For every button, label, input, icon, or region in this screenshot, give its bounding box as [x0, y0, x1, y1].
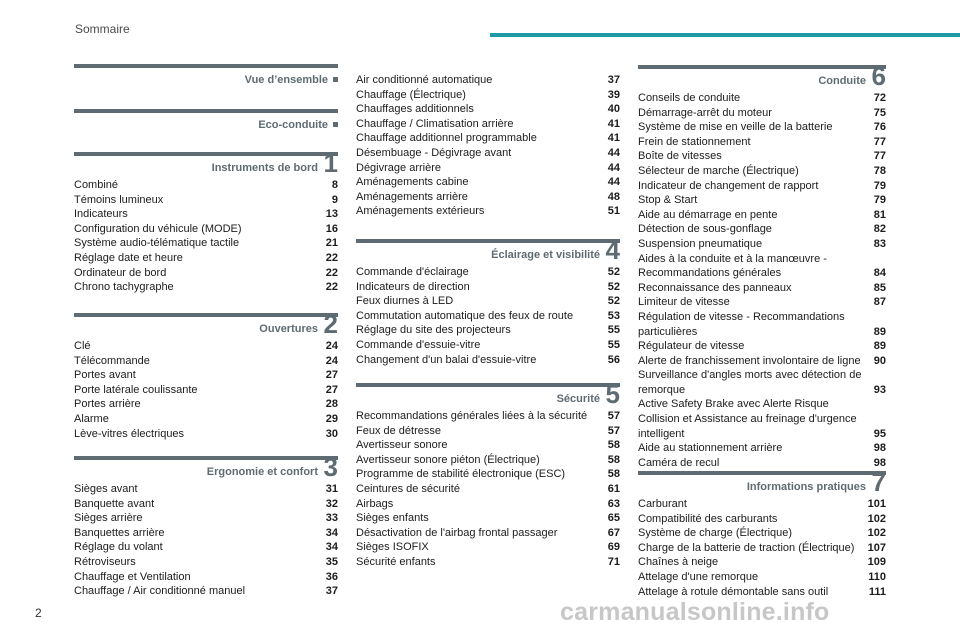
- toc-entry-page: 13: [325, 208, 338, 221]
- toc-entry-label: Banquettes arrière: [74, 526, 165, 539]
- toc-entry-page: 22: [325, 266, 338, 279]
- section-ergonomie-continued: [356, 73, 620, 219]
- toc-entry-page: 52: [607, 266, 620, 278]
- toc-entry-page: 102: [867, 512, 886, 525]
- toc-entry[interactable]: [356, 73, 620, 88]
- toc-entry[interactable]: [74, 251, 338, 266]
- toc-entry-label: Régulation de vitesse - Recommandations particulières: [638, 310, 845, 338]
- section-title: Sécurité: [556, 393, 600, 405]
- toc-entry[interactable]: [638, 208, 886, 223]
- toc-entry[interactable]: [356, 294, 620, 309]
- toc-entry[interactable]: [356, 453, 620, 468]
- toc-entry[interactable]: [74, 584, 338, 599]
- page-header-title: Sommaire: [75, 22, 130, 36]
- toc-entry[interactable]: [74, 354, 338, 369]
- toc-entry-label: Carburant: [638, 498, 687, 510]
- toc-entry-label: Sélecteur de marche (Électrique): [638, 164, 799, 177]
- toc-entry-page: 44: [607, 176, 620, 189]
- toc-entry[interactable]: [356, 555, 620, 570]
- toc-entry-label: Détection de sous-gonflage: [638, 223, 772, 236]
- toc-entry-page: 58: [607, 439, 620, 452]
- section-securite: [356, 379, 620, 570]
- toc-entry-page: 98: [873, 442, 886, 455]
- toc-entry-label: Changement d'un balai d'essuie-vitre: [356, 353, 537, 366]
- toc-entry-label: Sièges arrière: [74, 512, 143, 525]
- toc-entry-page: 72: [873, 92, 886, 104]
- toc-entry-page: 83: [873, 237, 886, 250]
- section-title: Eco-conduite: [258, 119, 328, 131]
- toc-entry-label: Commande d'éclairage: [356, 266, 469, 278]
- toc-entry[interactable]: [638, 120, 886, 135]
- toc-entry[interactable]: [74, 207, 338, 222]
- toc-entry-label: Rétroviseurs: [74, 555, 136, 568]
- toc-entry[interactable]: [74, 511, 338, 526]
- toc-entry-page: 90: [873, 354, 886, 367]
- toc-entry[interactable]: [356, 88, 620, 103]
- toc-entry[interactable]: [74, 526, 338, 541]
- toc-entry[interactable]: [638, 441, 886, 456]
- section-title: Ergonomie et confort: [206, 466, 318, 478]
- toc-entry-page: 57: [607, 424, 620, 437]
- toc-entry-label: Programme de stabilité électronique (ESC): [356, 468, 566, 481]
- toc-entry[interactable]: [638, 310, 886, 339]
- section-instruments-de-bord: [74, 148, 338, 295]
- section-eclairage-visibilite: [356, 235, 620, 367]
- toc-entry[interactable]: [74, 412, 338, 427]
- toc-entry-page: 89: [873, 325, 886, 338]
- toc-entry-label: Porte latérale coulissante: [74, 383, 198, 396]
- toc-entry-page: 40: [607, 103, 620, 116]
- toc-entry-label: Commande d'essuie-vitre: [356, 338, 481, 351]
- toc-entry-page: 37: [607, 74, 620, 86]
- toc-entry[interactable]: [356, 265, 620, 280]
- toc-entry[interactable]: [356, 204, 620, 219]
- toc-entry[interactable]: [356, 280, 620, 295]
- toc-entry[interactable]: [74, 570, 338, 585]
- toc-entry-page: 22: [325, 251, 338, 264]
- toc-entry-page: 109: [867, 556, 886, 569]
- toc-entry-label: Sièges enfants: [356, 512, 429, 525]
- section-number: 3: [323, 452, 338, 482]
- toc-entry-page: 93: [873, 383, 886, 396]
- toc-entry-label: Témoins lumineux: [74, 193, 164, 206]
- toc-entry-page: 24: [325, 340, 338, 352]
- toc-entry[interactable]: [356, 424, 620, 439]
- toc-entry-label: Ordinateur de bord: [74, 266, 167, 279]
- toc-entry[interactable]: [74, 427, 338, 442]
- toc-entry[interactable]: [356, 540, 620, 555]
- toc-entry-label: Indicateurs: [74, 208, 128, 221]
- toc-entry-page: 41: [607, 117, 620, 130]
- toc-entry-page: 21: [325, 237, 338, 250]
- toc-entry[interactable]: [356, 175, 620, 190]
- toc-entry-label: Attelage à rotule démontable sans outil: [638, 585, 829, 598]
- toc-entry[interactable]: [74, 397, 338, 412]
- toc-entry[interactable]: [74, 193, 338, 208]
- toc-entry[interactable]: [638, 585, 886, 600]
- toc-entry-label: Système de charge (Électrique): [638, 527, 793, 540]
- toc-entry-label: Système de mise en veille de la batterie: [638, 121, 833, 134]
- toc-entry[interactable]: [74, 540, 338, 555]
- toc-entry[interactable]: [638, 164, 886, 179]
- toc-entry-label: Active Safety Brake avec Alerte Risque Collision et Assistance au freinage d'urgence intelligent: [638, 398, 857, 440]
- toc-entry[interactable]: [638, 295, 886, 310]
- section-number: 6: [871, 61, 886, 91]
- toc-entry-label: Feux de détresse: [356, 424, 441, 437]
- toc-entry-label: Feux diurnes à LED: [356, 295, 454, 308]
- toc-entry[interactable]: [356, 511, 620, 526]
- toc-entry-page: 31: [325, 483, 338, 495]
- toc-entry-page: 81: [873, 208, 886, 221]
- toc-entry-label: Ceintures de sécurité: [356, 482, 460, 495]
- toc-entry-page: 9: [331, 193, 338, 206]
- toc-entry-page: 27: [325, 383, 338, 396]
- section-title: Informations pratiques: [746, 481, 866, 493]
- toc-entry-page: 52: [607, 295, 620, 308]
- toc-entry-page: 63: [607, 497, 620, 510]
- toc-entry-label: Chrono tachygraphe: [74, 281, 174, 294]
- toc-entry-label: Aménagements cabine: [356, 176, 469, 189]
- toc-entry-label: Configuration du véhicule (MODE): [74, 222, 242, 235]
- toc-entry[interactable]: [638, 149, 886, 164]
- toc-entry[interactable]: [638, 541, 886, 556]
- toc-entry-page: 51: [607, 205, 620, 218]
- toc-entry-page: 30: [325, 427, 338, 440]
- toc-entry-label: Démarrage-arrêt du moteur: [638, 106, 772, 119]
- toc-entry-page: 27: [325, 369, 338, 382]
- toc-entry[interactable]: [638, 526, 886, 541]
- toc-entry-page: 58: [607, 468, 620, 481]
- toc-entry-label: Frein de stationnement: [638, 135, 751, 148]
- toc-entry-page: 29: [325, 412, 338, 425]
- toc-entry-label: Désactivation de l'airbag frontal passager: [356, 526, 558, 539]
- toc-entry-page: 102: [867, 527, 886, 540]
- toc-entry[interactable]: [638, 135, 886, 150]
- toc-entry-label: Indicateurs de direction: [356, 280, 470, 293]
- toc-entry-page: 44: [607, 146, 620, 159]
- toc-entry-label: Avertisseur sonore: [356, 439, 448, 452]
- toc-entry-label: Chauffages additionnels: [356, 103, 474, 116]
- toc-entry-label: Chaînes à neige: [638, 556, 719, 569]
- toc-entry-label: Chauffage / Air conditionné manuel: [74, 585, 246, 598]
- toc-entry-label: Attelage d'une remorque: [638, 570, 759, 583]
- toc-entry-page: 65: [607, 512, 620, 525]
- toc-entry-label: Recommandations générales liées à la sécurité: [356, 410, 588, 422]
- toc-entry-label: Boîte de vitesses: [638, 150, 722, 163]
- toc-entry-label: Indicateur de changement de rapport: [638, 179, 819, 192]
- toc-entry-label: Aides à la conduite et à la manœuvre - Recommandations générales: [638, 252, 827, 280]
- toc-entry-label: Dégivrage arrière: [356, 161, 441, 174]
- toc-entry[interactable]: [638, 497, 886, 512]
- toc-entry[interactable]: [356, 146, 620, 161]
- toc-entry[interactable]: [74, 497, 338, 512]
- toc-entry-page: 69: [607, 541, 620, 554]
- toc-entry-page: 67: [607, 526, 620, 539]
- toc-entry-page: 110: [868, 570, 886, 583]
- toc-entry[interactable]: [638, 106, 886, 121]
- toc-entry-page: 87: [873, 296, 886, 309]
- toc-entry[interactable]: [74, 236, 338, 251]
- toc-entry-page: 55: [607, 338, 620, 351]
- toc-entry-label: Suspension pneumatique: [638, 237, 763, 250]
- toc-entry-page: 34: [325, 526, 338, 539]
- toc-entry-label: Chauffage (Électrique): [356, 88, 466, 101]
- toc-entry[interactable]: [638, 281, 886, 296]
- toc-entry[interactable]: [74, 482, 338, 497]
- toc-entry-label: Sièges avant: [74, 483, 138, 495]
- toc-entry[interactable]: [74, 280, 338, 295]
- toc-entry-page: 78: [873, 164, 886, 177]
- toc-entry-label: Sièges ISOFIX: [356, 541, 429, 554]
- toc-entry-label: Désembuage - Dégivrage avant: [356, 146, 512, 159]
- section-title: Ouvertures: [259, 323, 318, 335]
- toc-entry-page: 76: [873, 121, 886, 134]
- toc-entry[interactable]: [356, 482, 620, 497]
- toc-entry-page: 82: [873, 223, 886, 236]
- section-vue-ensemble[interactable]: [74, 64, 338, 90]
- section-number: 4: [605, 235, 620, 265]
- toc-entry[interactable]: [74, 222, 338, 237]
- toc-entry[interactable]: [356, 497, 620, 512]
- toc-entry[interactable]: [356, 117, 620, 132]
- toc-entry-page: 95: [873, 427, 886, 440]
- toc-entry-label: Compatibilité des carburants: [638, 512, 778, 525]
- toc-entry-label: Limiteur de vitesse: [638, 296, 730, 309]
- toc-entry-label: Conseils de conduite: [638, 92, 741, 104]
- toc-entry-label: Air conditionné automatique: [356, 74, 493, 86]
- section-title: Instruments de bord: [211, 162, 318, 174]
- toc-entry-page: 16: [325, 222, 338, 235]
- toc-entry-label: Portes arrière: [74, 398, 141, 411]
- toc-entry-label: Caméra de recul: [638, 456, 720, 469]
- toc-entry[interactable]: [356, 409, 620, 424]
- toc-entry[interactable]: [638, 354, 886, 369]
- toc-entry-label: Reconnaissance des panneaux: [638, 281, 792, 294]
- toc-entry[interactable]: [638, 179, 886, 194]
- toc-entry-page: 32: [325, 497, 338, 510]
- page-number: 2: [35, 606, 42, 620]
- section-title: Vue d’ensemble: [244, 74, 328, 86]
- toc-entry-label: Combiné: [74, 179, 119, 191]
- toc-entry-page: 52: [607, 280, 620, 293]
- toc-entry-label: Réglage date et heure: [74, 251, 183, 264]
- toc-entry[interactable]: [638, 570, 886, 585]
- toc-entry[interactable]: [356, 131, 620, 146]
- toc-entry-page: 28: [325, 398, 338, 411]
- toc-entry[interactable]: [74, 368, 338, 383]
- toc-entry-label: Aide au démarrage en pente: [638, 208, 778, 221]
- toc-entry[interactable]: [638, 368, 886, 397]
- toc-entry[interactable]: [638, 193, 886, 208]
- toc-entry-label: Aménagements arrière: [356, 190, 468, 203]
- section-number: 1: [323, 148, 338, 178]
- toc-entry-page: 22: [325, 281, 338, 294]
- toc-entry-label: Airbags: [356, 497, 394, 510]
- section-number: 5: [605, 379, 620, 409]
- section-number: 2: [323, 309, 338, 339]
- toc-entry[interactable]: [638, 237, 886, 252]
- toc-entry-page: 33: [325, 512, 338, 525]
- toc-entry[interactable]: [74, 178, 338, 193]
- toc-entry-label: Clé: [74, 340, 91, 352]
- toc-entry-label: Portes avant: [74, 369, 136, 382]
- toc-entry-page: 77: [873, 135, 886, 148]
- toc-entry[interactable]: [356, 353, 620, 368]
- toc-entry-page: 75: [873, 106, 886, 119]
- toc-entry-label: Avertisseur sonore piéton (Électrique): [356, 453, 540, 466]
- toc-entry[interactable]: [638, 555, 886, 570]
- toc-entry-page: 35: [325, 555, 338, 568]
- square-bullet-icon: [333, 77, 338, 82]
- toc-entry-page: 48: [607, 190, 620, 203]
- square-bullet-icon: [333, 122, 338, 127]
- toc-entry[interactable]: [638, 339, 886, 354]
- toc-entry[interactable]: [356, 190, 620, 205]
- toc-entry-label: Alerte de franchissement involontaire de ligne: [638, 354, 861, 367]
- toc-entry-page: 79: [873, 179, 886, 192]
- toc-entry-page: 61: [607, 482, 620, 495]
- toc-entry-page: 77: [873, 150, 886, 163]
- toc-entry-label: Banquette avant: [74, 497, 155, 510]
- toc-entry-label: Stop & Start: [638, 194, 698, 207]
- toc-entry-page: 57: [607, 410, 620, 422]
- section-conduite: [638, 61, 886, 470]
- toc-entry-page: 89: [873, 340, 886, 353]
- section-title: Éclairage et visibilité: [491, 249, 600, 261]
- watermark: carmanualsonline.info: [560, 598, 830, 626]
- toc-entry-page: 84: [873, 267, 886, 280]
- toc-entry[interactable]: [74, 266, 338, 281]
- toc-entry-label: Réglage du volant: [74, 541, 163, 554]
- toc-entry[interactable]: [638, 456, 886, 471]
- toc-entry-label: Lève-vitres électriques: [74, 427, 185, 440]
- toc-entry[interactable]: [356, 161, 620, 176]
- toc-entry-label: Télécommande: [74, 354, 150, 367]
- toc-entry[interactable]: [356, 323, 620, 338]
- section-number: 7: [871, 467, 886, 497]
- toc-entry-label: Chauffage additionnel programmable: [356, 132, 537, 145]
- toc-entry-label: Aménagements extérieurs: [356, 205, 485, 218]
- section-ergonomie-confort: [74, 452, 338, 599]
- toc-entry-label: Réglage du site des projecteurs: [356, 324, 511, 337]
- section-ouvertures: [74, 309, 338, 441]
- toc-entry[interactable]: [638, 252, 886, 281]
- toc-entry[interactable]: [356, 467, 620, 482]
- toc-entry-page: 98: [873, 456, 886, 469]
- toc-entry-page: 36: [325, 570, 338, 583]
- toc-entry-label: Sécurité enfants: [356, 555, 436, 568]
- toc-entry-page: 55: [607, 324, 620, 337]
- toc-entry-label: Régulateur de vitesse: [638, 340, 745, 353]
- toc-entry[interactable]: [356, 338, 620, 353]
- toc-entry-label: Chauffage / Climatisation arrière: [356, 117, 514, 130]
- section-title: Conduite: [818, 75, 866, 87]
- toc-entry[interactable]: [356, 309, 620, 324]
- section-informations-pratiques: [638, 467, 886, 599]
- toc-entry-page: 39: [607, 88, 620, 101]
- toc-entry[interactable]: [74, 339, 338, 354]
- toc-entry-label: Surveillance d'angles morts avec détection de remorque: [638, 369, 862, 396]
- toc-entry-page: 44: [607, 161, 620, 174]
- toc-entry[interactable]: [356, 438, 620, 453]
- header-accent-bar: [490, 33, 960, 37]
- section-eco-conduite[interactable]: [74, 109, 338, 135]
- toc-entry-page: 34: [325, 541, 338, 554]
- toc-entry-page: 56: [607, 353, 620, 366]
- toc-entry[interactable]: [356, 526, 620, 541]
- toc-entry-page: 41: [607, 132, 620, 145]
- toc-entry[interactable]: [74, 383, 338, 398]
- toc-entry[interactable]: [638, 397, 886, 441]
- toc-entry-page: 8: [331, 179, 338, 191]
- toc-entry-page: 85: [873, 281, 886, 294]
- toc-entry[interactable]: [638, 222, 886, 237]
- toc-entry-page: 71: [607, 555, 620, 568]
- toc-entry-label: Chauffage et Ventilation: [74, 570, 191, 583]
- toc-entry-page: 101: [867, 498, 886, 510]
- toc-entry-page: 58: [607, 453, 620, 466]
- toc-entry-page: 37: [325, 585, 338, 598]
- toc-entry-label: Système audio-télématique tactile: [74, 237, 240, 250]
- toc-entry-label: Commutation automatique des feux de route: [356, 309, 574, 322]
- toc-entry[interactable]: [356, 102, 620, 117]
- toc-entry-page: 53: [607, 309, 620, 322]
- toc-entry-page: 79: [873, 194, 886, 207]
- toc-entry-label: Charge de la batterie de traction (Électrique): [638, 541, 855, 554]
- toc-entry[interactable]: [638, 512, 886, 527]
- toc-entry-page: 24: [325, 354, 338, 367]
- toc-entry-page: 107: [867, 541, 886, 554]
- toc-entry[interactable]: [638, 91, 886, 106]
- toc-entry-label: Aide au stationnement arrière: [638, 442, 783, 455]
- toc-entry[interactable]: [74, 555, 338, 570]
- toc-entry-label: Alarme: [74, 412, 109, 425]
- toc-entry-page: 111: [868, 585, 886, 598]
